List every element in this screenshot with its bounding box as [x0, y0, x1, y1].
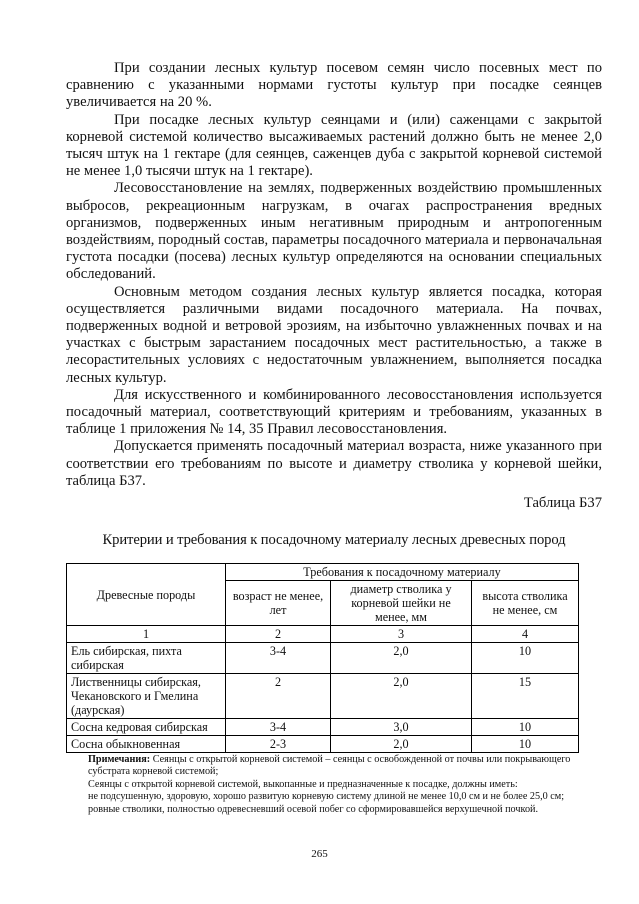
age-cell: 3-4: [226, 643, 331, 674]
table-title: Критерии и требования к посадочному материалу лесных древесных пород: [102, 532, 566, 549]
diameter-cell: 2,0: [331, 674, 472, 719]
paragraph-1: При создании лесных культур посевом семян число посевных мест по сравнению с указанными нормами густоты культур при посадке сеянцев увеличивается на 20 %.: [66, 60, 602, 111]
header-species: Древесные породы: [67, 564, 226, 626]
paragraph-6: Допускается применять посадочный материал возраста, ниже указанного при соответствии его требованиям по высоте и диаметру стволика у корневой шейки, таблица Б37.: [66, 438, 602, 489]
notes-line-1: [66, 754, 602, 779]
age-cell: 2-3: [226, 736, 331, 753]
notes-text: Сеянцы с открытой корневой системой – сеянцы с освобожденной от почвы или покрывающего субстрата корневой системой;: [88, 754, 571, 778]
height-cell: 10: [472, 736, 579, 753]
species-cell: Сосна кедровая сибирская: [67, 719, 226, 736]
col-number: 4: [472, 626, 579, 643]
column-number-row: [67, 626, 579, 643]
diameter-cell: 2,0: [331, 643, 472, 674]
age-cell: 3-4: [226, 719, 331, 736]
table-label: Таблица Б37: [523, 495, 602, 512]
notes-line-2: Сеянцы с открытой корневой системой, выкопанные и предназначенные к посадке, должны иметь:: [88, 778, 518, 790]
diameter-cell: 2,0: [331, 736, 472, 753]
planting-material-table: [66, 563, 579, 753]
header-diameter: диаметр стволика у корневой шейки не менее, мм: [331, 581, 472, 626]
paragraph-5: Для искусственного и комбинированного лесовосстановления используется посадочный материал, соответствующий критериям и требованиям, указанных в таблице 1 приложения № 14, 35 Правил лесовосстановления.: [66, 386, 602, 438]
table-row: [67, 674, 579, 719]
notes-line-4: ровные стволики, полностью одревесневший осевой побег со сформировавшейся верхушечной почкой.: [88, 803, 539, 815]
paragraph-3: Лесовосстановление на землях, подверженных воздействию промышленных выбросов, рекреационным нагрузкам, в очагах распространения вредных организмов, подверженных иным негативным природным и антропогенным воздействиям, породный состав, параметры посадочного материала и первоначальная густота посадки (посева) лесных культур определяются на основании специальных обследований.: [66, 180, 602, 283]
paragraph-4: Основным методом создания лесных культур является посадка, которая осуществляется различными видами посадочного материала. На почвах, подверженных водной и ветровой эрозиям, на избыточно увлажненных почвах и на участках с быстрым зарастанием посадочных мест растительностью, а также в лесорастительных условиях с недостаточным увлажнением, выполняется посадка лесных культур.: [66, 283, 602, 386]
col-number: 1: [67, 626, 226, 643]
height-cell: 10: [472, 719, 579, 736]
table-row: [67, 643, 579, 674]
species-cell: Лиственницы сибирская, Чекановского и Гмелина (даурская): [67, 674, 226, 719]
table-row: [67, 719, 579, 736]
height-cell: 10: [472, 643, 579, 674]
table-notes: [66, 754, 602, 816]
notes-line-3: не подсушенную, здоровую, хорошо развитую корневую систему длиной не менее 10,0 см и не более 25,0 см;: [88, 791, 565, 803]
page-number: 265: [311, 848, 328, 860]
notes-label: Примечания:: [88, 754, 151, 766]
table-row: [67, 736, 579, 753]
age-cell: 2: [226, 674, 331, 719]
species-cell: Сосна обыкновенная: [67, 736, 226, 753]
col-number: 2: [226, 626, 331, 643]
page-content: [66, 60, 602, 816]
diameter-cell: 3,0: [331, 719, 472, 736]
species-cell: Ель сибирская, пихта сибирская: [67, 643, 226, 674]
header-height: высота стволика не менее, см: [472, 581, 579, 626]
height-cell: 15: [472, 674, 579, 719]
col-number: 3: [331, 626, 472, 643]
header-requirements: Требования к посадочному материалу: [226, 564, 579, 581]
paragraph-2: При посадке лесных культур сеянцами и (или) саженцами с закрытой корневой системой количество высаживаемых растений должно быть не менее 2,0 тысяч штук на 1 гектаре (для сеянцев, саженцев дуба с закрытой корневой системой не менее 1,0 тысячи штук на 1 гектаре).: [66, 111, 602, 180]
header-age: возраст не менее, лет: [226, 581, 331, 626]
